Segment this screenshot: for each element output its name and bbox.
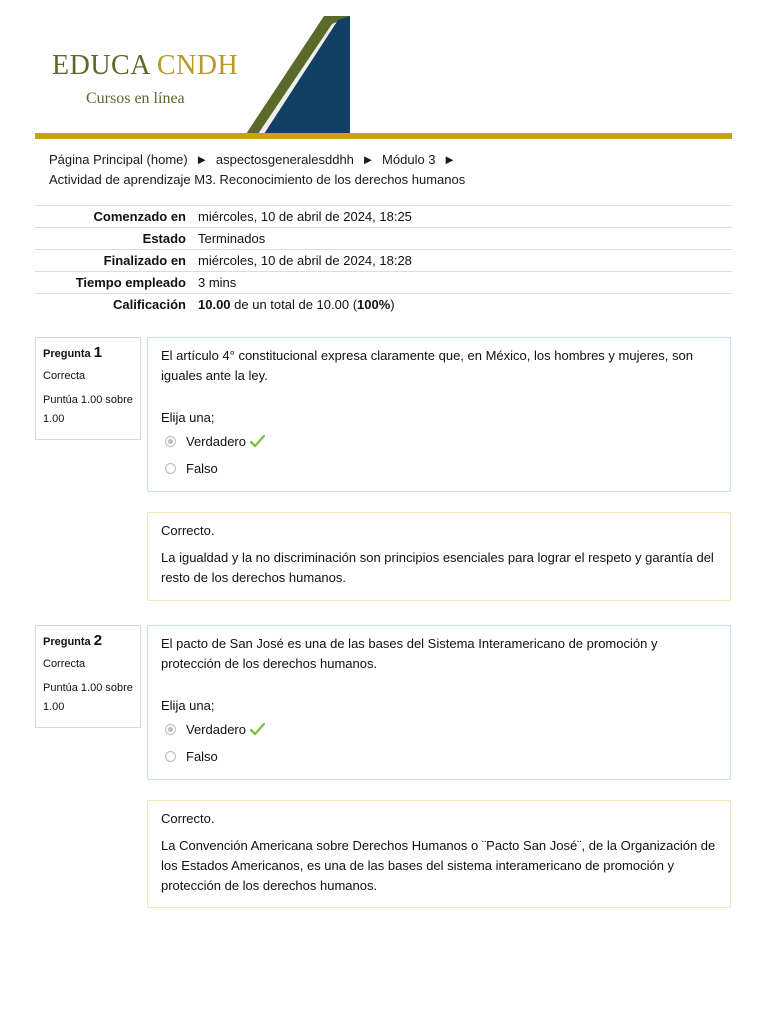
header-divider [35, 133, 732, 139]
question-2-info [35, 625, 141, 728]
breadcrumb-course[interactable]: aspectosgeneralesddhh [215, 152, 354, 167]
started-value: miércoles, 10 de abril de 2024, 18:25 [192, 206, 732, 228]
attempt-summary-table [35, 205, 732, 315]
breadcrumb-separator: ► [361, 152, 375, 167]
correct-check-icon [250, 723, 265, 736]
feedback-text: La igualdad y la no discriminación son principios esenciales para lograr el respeto y garantía del resto de los derechos humanos. [161, 550, 714, 585]
radio-verdadero[interactable] [165, 724, 176, 735]
option-falso[interactable] [165, 455, 717, 482]
summary-row-started [35, 206, 732, 228]
state-label: Estado [35, 228, 192, 250]
question-state: Correcta [43, 370, 86, 382]
summary-row-finished [35, 250, 732, 272]
time-label: Tiempo empleado [35, 272, 192, 294]
question-2-feedback [147, 800, 731, 908]
breadcrumb-separator: ► [443, 152, 457, 167]
question-text: El artículo 4° constitucional expresa claramente que, en México, los hombres y mujeres, son iguales ante la ley. [161, 348, 693, 383]
grade-label: Calificación [35, 294, 192, 316]
question-1-content [147, 337, 731, 492]
question-label: Pregunta [43, 636, 91, 648]
breadcrumb-separator: ► [195, 152, 209, 167]
site-header [0, 0, 768, 140]
question-grade: Puntúa 1.00 sobre 1.00 [43, 394, 133, 425]
feedback-text: La Convención Americana sobre Derechos Humanos o ¨Pacto San José¨, de la Organización de los Estados Americanos, es una de las bases del sistema interamericano de promoción y protección de los derechos humanos. [161, 838, 716, 893]
question-number-value: 1 [93, 344, 103, 361]
grade-score: 10.00 [198, 297, 231, 312]
grade-value [192, 294, 732, 316]
option-verdadero[interactable] [165, 716, 717, 743]
question-label: Pregunta [43, 348, 91, 360]
logo-word-cndh: CNDH [156, 50, 239, 81]
question-1-info [35, 337, 141, 440]
logo-triangle-icon [246, 16, 350, 134]
option-label: Falso [186, 748, 218, 764]
question-2-content [147, 625, 731, 780]
correct-check-icon [250, 435, 265, 448]
summary-row-time [35, 272, 732, 294]
summary-row-grade [35, 294, 732, 316]
option-falso[interactable] [165, 743, 717, 770]
question-1-feedback [147, 512, 731, 601]
time-value: 3 mins [192, 272, 732, 294]
question-grade: Puntúa 1.00 sobre 1.00 [43, 682, 133, 713]
summary-row-state [35, 228, 732, 250]
grade-end: ) [390, 297, 395, 312]
option-label: Verdadero [186, 721, 246, 737]
breadcrumb-activity[interactable]: Actividad de aprendizaje M3. Reconocimiento de los derechos humanos [49, 172, 466, 187]
question-number [43, 632, 133, 649]
feedback-title: Correcto. [161, 523, 215, 538]
option-label: Falso [186, 460, 218, 476]
breadcrumb-home[interactable]: Página Principal (home) [49, 152, 188, 167]
radio-falso[interactable] [165, 751, 176, 762]
grade-mid: de un total de 10.00 ( [230, 297, 358, 312]
state-value: Terminados [192, 228, 732, 250]
logo-text[interactable] [52, 50, 238, 82]
answer-prompt: Elija una; [161, 698, 215, 713]
option-label: Verdadero [186, 433, 246, 449]
question-state: Correcta [43, 658, 86, 670]
question-text: El pacto de San José es una de las bases del Sistema Interamericano de promoción y protección de los derechos humanos. [161, 636, 658, 671]
question-number [43, 344, 133, 361]
radio-falso[interactable] [165, 463, 176, 474]
answer-prompt: Elija una; [161, 410, 215, 425]
finished-value: miércoles, 10 de abril de 2024, 18:28 [192, 250, 732, 272]
grade-percent: 100% [357, 297, 391, 312]
logo-word-educa: EDUCA [52, 50, 150, 81]
feedback-title: Correcto. [161, 811, 215, 826]
finished-label: Finalizado en [35, 250, 192, 272]
question-number-value: 2 [93, 632, 103, 649]
breadcrumb [49, 150, 729, 190]
radio-verdadero[interactable] [165, 436, 176, 447]
started-label: Comenzado en [35, 206, 192, 228]
logo-subtitle: Cursos en línea [86, 90, 185, 107]
breadcrumb-module[interactable]: Módulo 3 [382, 152, 436, 167]
option-verdadero[interactable] [165, 428, 717, 455]
